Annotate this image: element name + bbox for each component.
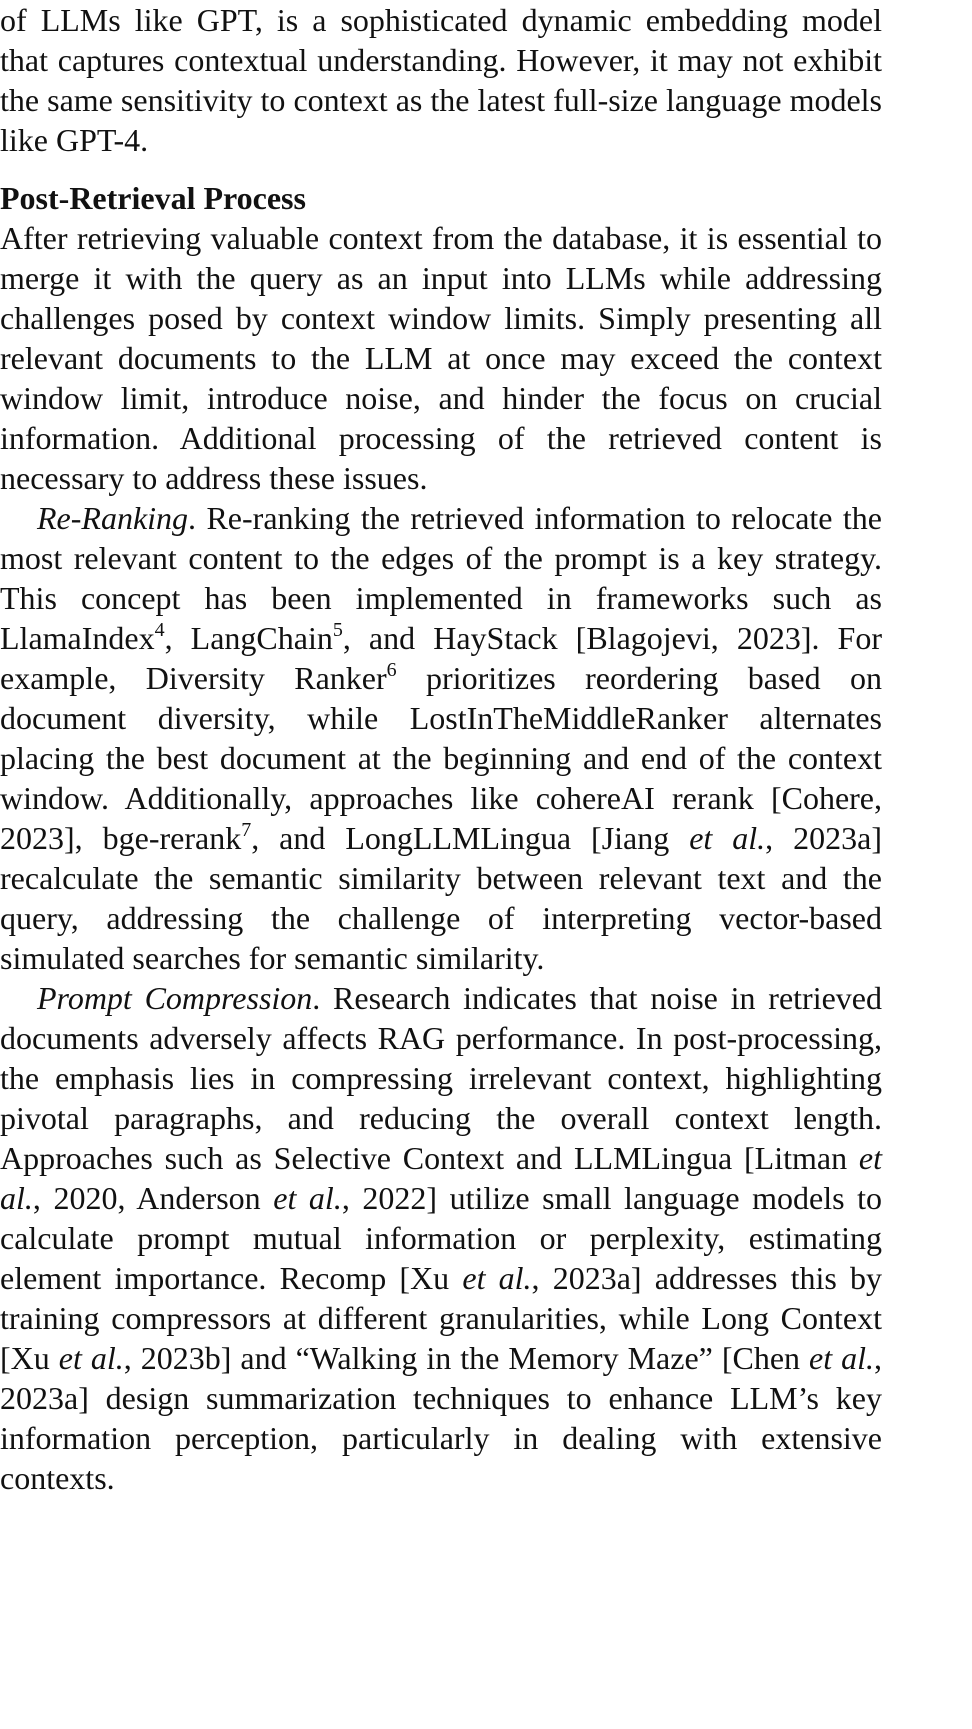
reranking-text-4: prioritizes reordering based on document diversity, while LostInTheMiddleRanker alternates placing the best document at the beginning and end of the context window. Additionally, approaches like cohereAI rerank [Cohere, 2023], bge-rerank <box>0 660 882 856</box>
footnote-mark-6: 6 <box>386 659 397 681</box>
footnote-mark-4: 4 <box>154 619 165 641</box>
reranking-text-3: , and HayStack [Blagojevi, 2023]. For example, Diversity Ranker <box>0 620 883 696</box>
compression-paragraph <box>0 978 882 1498</box>
reranking-heading: Re-Ranking <box>37 500 189 536</box>
intro-paragraph <box>0 0 882 160</box>
citation-et-al: et al. <box>0 1140 882 1216</box>
reranking-text-5: , and LongLLMLingua [Jiang <box>251 820 690 856</box>
compression-text-2: , 2020, Anderson <box>32 1180 274 1216</box>
reranking-paragraph <box>0 498 882 978</box>
footnote-mark-5: 5 <box>332 619 343 641</box>
citation-et-al: et al. <box>809 1340 875 1376</box>
compression-text-1: . Research indicates that noise in retrieved documents adversely affects RAG performance. In post-processing, the emphasis lies in compressing irrelevant context, highlighting pivotal paragraphs, and reducing the overall context length. Approaches such as Selective Context and LLMLingua [Litman <box>0 980 883 1176</box>
section-heading-post-retrieval: Post-Retrieval Process <box>0 180 306 216</box>
compression-text-5: , 2023b] and “Walking in the Memory Maze” [Chen <box>123 1340 810 1376</box>
post-retrieval-text: After retrieving valuable context from the database, it is essential to merge it with the query as an input into LLMs while addressing challenges posed by context window limits. Simply presenting all relevant documents to the LLM at once may exceed the context window limit, introduce noise, and hinder the focus on crucial information. Additional processing of the retrieved content is necessary to address these issues. <box>0 220 882 496</box>
citation-et-al: et al. <box>273 1180 342 1216</box>
reranking-text-1: . Re-ranking the retrieved information to relocate the most relevant content to the edges of the prompt is a key strategy. This concept has been implemented in frameworks such as LlamaIndex <box>0 500 882 656</box>
citation-et-al: et al. <box>689 820 766 856</box>
intro-text: of LLMs like GPT, is a sophisticated dynamic embedding model that captures contextual understanding. However, it may not exhibit the same sensitivity to context as the latest full-size language models like GPT-4. <box>0 2 882 158</box>
citation-et-al: et al. <box>58 1340 124 1376</box>
compression-heading: Prompt Compression <box>37 980 313 1016</box>
post-retrieval-paragraph <box>0 218 882 498</box>
citation-et-al: et al. <box>462 1260 532 1296</box>
reranking-text-6: , 2023a] recalculate the semantic similarity between relevant text and the query, addressing the challenge of interpreting vector-based simulated searches for semantic similarity. <box>0 820 882 976</box>
footnote-mark-7: 7 <box>241 819 252 841</box>
reranking-text-2: , LangChain <box>164 620 333 656</box>
compression-text-4: , 2023a] addresses this by training compressors at different granularities, while Long Context [Xu <box>0 1260 883 1376</box>
compression-text-3: , 2022] utilize small language models to calculate prompt mutual information or perplexity, estimating element importance. Recomp [Xu <box>0 1180 883 1296</box>
compression-text-6: , 2023a] design summarization techniques to enhance LLM’s key information perception, particularly in dealing with extensive contexts. <box>0 1340 883 1496</box>
